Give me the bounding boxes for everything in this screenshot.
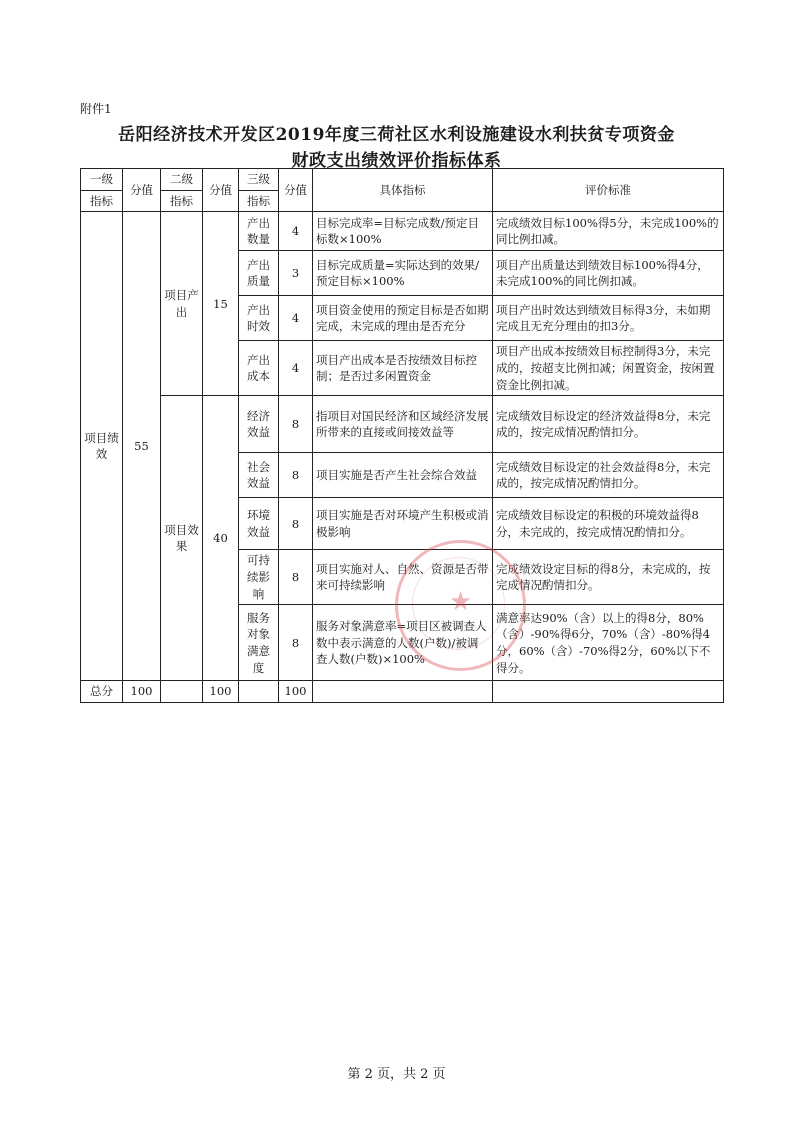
header-level1-bottom: 指标 [81, 190, 123, 212]
header-level2-top: 二级 [161, 169, 203, 191]
level3-name: 产出数量 [239, 212, 279, 251]
level1-name: 项目绩效 [81, 212, 123, 681]
specific-indicator: 目标完成率=目标完成数/预定目标数×100% [313, 212, 493, 251]
level3-name: 服务对象满意度 [239, 605, 279, 681]
specific-indicator: 服务对象满意率=项目区被调查人数中表示满意的人数(户数)/被调查人数(户数)×100% [313, 605, 493, 681]
level3-score: 8 [279, 396, 313, 453]
evaluation-criteria: 完成绩效目标设定的社会效益得8分，未完成的，按完成情况酌情扣分。 [493, 453, 724, 498]
indicator-table [80, 168, 724, 703]
total-score1: 100 [123, 681, 161, 703]
evaluation-criteria: 项目产出成本按绩效目标控制得3分，未完成的，按超支比例扣减；闲置资金，按闲置资金比例扣减。 [493, 341, 724, 396]
level3-name: 产出成本 [239, 341, 279, 396]
specific-indicator: 指项目对国民经济和区域经济发展所带来的直接或间接效益等 [313, 396, 493, 453]
evaluation-criteria: 完成绩效目标设定的经济效益得8分，未完成的，按完成情况酌情扣分。 [493, 396, 724, 453]
level3-score: 3 [279, 251, 313, 296]
level3-name: 经济效益 [239, 396, 279, 453]
table-row [81, 396, 724, 453]
header-specific-indicator: 具体指标 [313, 169, 493, 212]
level3-score: 8 [279, 498, 313, 550]
annex-label: 附件1 [80, 102, 112, 116]
level3-name: 产出时效 [239, 296, 279, 341]
level3-score: 8 [279, 550, 313, 605]
level3-name: 社会效益 [239, 453, 279, 498]
level3-score: 4 [279, 212, 313, 251]
level2-name: 项目产出 [161, 212, 203, 396]
total-score3: 100 [279, 681, 313, 703]
table-row [81, 212, 724, 251]
level3-score: 4 [279, 341, 313, 396]
evaluation-criteria: 项目产出质量达到绩效目标100%得4分，未完成100%的同比例扣减。 [493, 251, 724, 296]
specific-indicator: 目标完成质量=实际达到的效果/预定目标×100% [313, 251, 493, 296]
level2-score: 40 [203, 396, 239, 681]
level1-score: 55 [123, 212, 161, 681]
level3-name: 可持续影响 [239, 550, 279, 605]
specific-indicator: 项目产出成本是否按绩效目标控制；是否过多闲置资金 [313, 341, 493, 396]
evaluation-criteria: 项目产出时效达到绩效目标得3分，未如期完成且无充分理由的扣3分。 [493, 296, 724, 341]
header-level1-top: 一级 [81, 169, 123, 191]
specific-indicator: 项目实施是否产生社会综合效益 [313, 453, 493, 498]
header-score1: 分值 [123, 169, 161, 212]
level3-score: 8 [279, 453, 313, 498]
evaluation-criteria: 完成绩效设定目标的得8分，未完成的，按完成情况酌情扣分。 [493, 550, 724, 605]
level2-score: 15 [203, 212, 239, 396]
total-row [81, 681, 724, 703]
header-score2: 分值 [203, 169, 239, 212]
specific-indicator: 项目资金使用的预定目标是否如期完成，未完成的理由是否充分 [313, 296, 493, 341]
header-level3-top: 三级 [239, 169, 279, 191]
official-seal: ★ [395, 540, 526, 671]
page-footer: 第 2 页，共 2 页 [347, 1067, 446, 1082]
document-title: 岳阳经济技术开发区2019年度三荷社区水利设施建设水利扶贫专项资金 [118, 125, 675, 145]
evaluation-criteria: 满意率达90%（含）以上的得8分，80%（含）-90%得6分，70%（含）-80%得4分，60%（含）-70%得2分，60%以下不得分。 [493, 605, 724, 681]
level3-name: 产出质量 [239, 251, 279, 296]
header-score3: 分值 [279, 169, 313, 212]
document-subtitle: 财政支出绩效评价指标体系 [291, 151, 502, 171]
header-level2-bottom: 指标 [161, 190, 203, 212]
evaluation-criteria: 完成绩效目标100%得5分，未完成100%的同比例扣减。 [493, 212, 724, 251]
header-level3-bottom: 指标 [239, 190, 279, 212]
level3-name: 环境效益 [239, 498, 279, 550]
specific-indicator: 项目实施是否对环境产生积极或消极影响 [313, 498, 493, 550]
specific-indicator: 项目实施对人、自然、资源是否带来可持续影响 [313, 550, 493, 605]
level3-score: 8 [279, 605, 313, 681]
header-evaluation-criteria: 评价标准 [493, 169, 724, 212]
level2-name: 项目效果 [161, 396, 203, 681]
total-label: 总分 [81, 681, 123, 703]
total-score2: 100 [203, 681, 239, 703]
evaluation-criteria: 完成绩效目标设定的积极的环境效益得8分，未完成的，按完成情况酌情扣分。 [493, 498, 724, 550]
level3-score: 4 [279, 296, 313, 341]
header-row-top [81, 169, 724, 191]
